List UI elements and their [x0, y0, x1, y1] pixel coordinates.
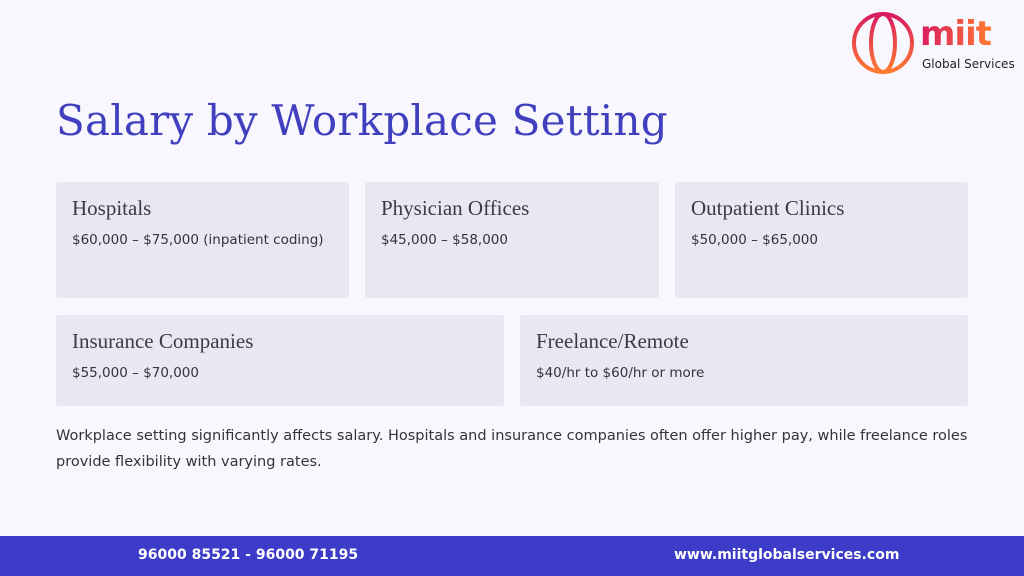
logo-subtitle: Global Services — [922, 57, 1015, 71]
card-value: $45,000 – $58,000 — [381, 232, 508, 248]
footer-bar — [0, 536, 1024, 576]
card-hospitals — [56, 182, 349, 298]
card-physician-offices — [365, 182, 659, 298]
card-value: $60,000 – $75,000 (inpatient coding) — [72, 232, 324, 248]
footer-phone: 96000 85521 - 96000 71195 — [138, 547, 359, 563]
brand-logo — [850, 10, 1020, 78]
card-value: $40/hr to $60/hr or more — [536, 365, 705, 381]
globe-icon — [850, 10, 916, 76]
page-title: Salary by Workplace Setting — [56, 96, 668, 145]
card-title: Freelance/Remote — [536, 329, 689, 353]
card-title: Physician Offices — [381, 196, 530, 220]
description-text: Workplace setting significantly affects salary. Hospitals and insurance companies often offer higher pay, while freelance roles provide flexibility with varying rates. — [56, 428, 968, 470]
card-title: Insurance Companies — [72, 329, 254, 353]
card-title: Hospitals — [72, 196, 152, 220]
card-value: $50,000 – $65,000 — [691, 232, 818, 248]
card-freelance-remote — [520, 315, 968, 406]
card-outpatient-clinics — [675, 182, 968, 298]
card-value: $55,000 – $70,000 — [72, 365, 199, 381]
logo-wordmark: miit — [920, 14, 991, 54]
card-title: Outpatient Clinics — [691, 196, 845, 220]
card-insurance-companies — [56, 315, 504, 406]
footer-website[interactable]: www.miitglobalservices.com — [674, 547, 900, 563]
